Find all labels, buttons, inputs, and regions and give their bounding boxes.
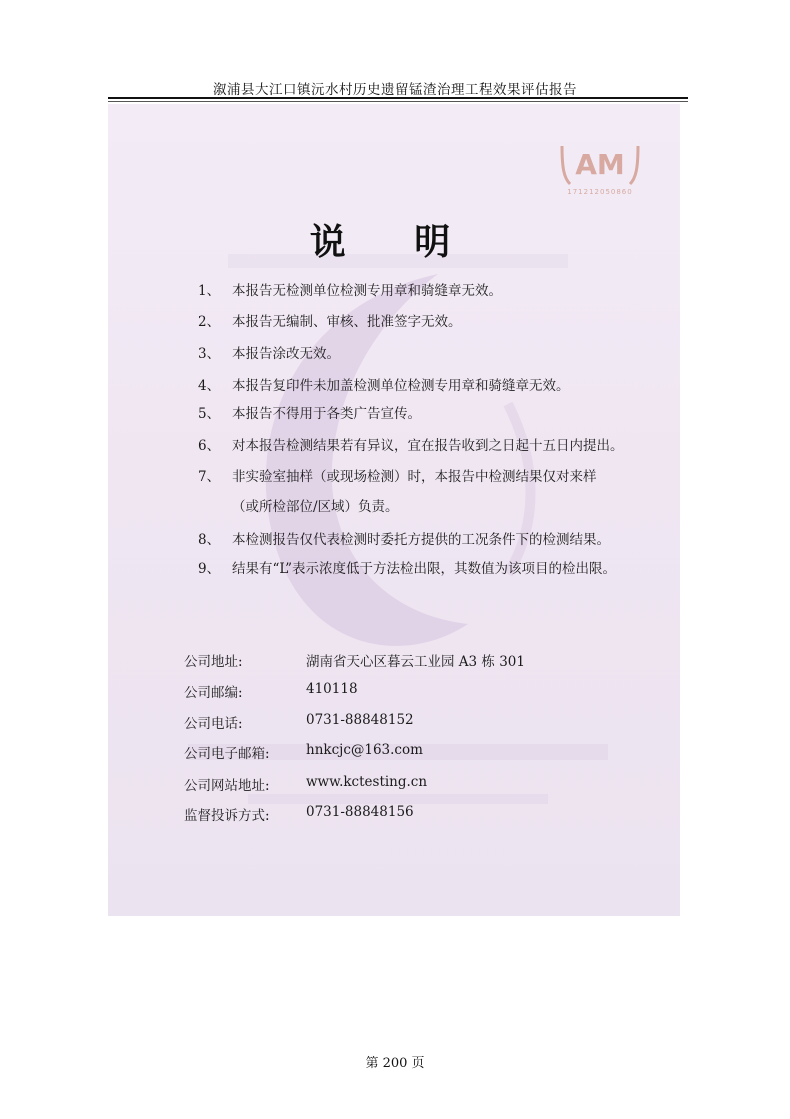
report-header-title: 溆浦县大江口镇沅水村历史遗留锰渣治理工程效果评估报告	[213, 82, 577, 98]
header-rule-thin	[108, 101, 688, 102]
contact-value: 0731-88848156	[306, 804, 414, 820]
notice-number: 8、	[198, 532, 221, 548]
notice-text-continuation: （或所检部位/区域）负责。	[232, 499, 399, 515]
cma-stamp	[556, 138, 644, 200]
contact-value: hnkcjc@163.com	[306, 742, 423, 758]
header-rule	[108, 97, 688, 99]
notice-text: 非实验室抽样（或现场检测）时，本报告中检测结果仅对来样	[232, 469, 597, 485]
notice-number: 3、	[198, 346, 221, 362]
notice-text: 结果有“L”表示浓度低于方法检出限，其数值为该项目的检出限。	[232, 561, 617, 577]
notice-number: 4、	[198, 378, 221, 394]
contact-value: www.kctesting.cn	[306, 774, 428, 790]
notice-number: 2、	[198, 314, 221, 330]
contact-value: 湖南省天心区暮云工业园 A3 栋 301	[306, 654, 525, 670]
page-title: 说 明	[309, 222, 479, 263]
notice-text: 本报告不得用于各类广告宣传。	[232, 406, 421, 422]
contact-label: 公司电话:	[184, 716, 243, 732]
contact-label: 公司地址:	[184, 654, 243, 670]
stamp-number: 171212050860	[567, 188, 633, 196]
notice-number: 6、	[198, 438, 221, 454]
notice-number: 7、	[198, 469, 221, 485]
stamp-text: AM	[575, 148, 625, 181]
notice-text: 本检测报告仅代表检测时委托方提供的工况条件下的检测结果。	[232, 532, 610, 548]
contact-label: 公司电子邮箱:	[184, 746, 270, 762]
notice-text: 本报告复印件未加盖检测单位检测专用章和骑缝章无效。	[232, 378, 570, 394]
notice-number: 5、	[198, 406, 221, 422]
notice-text: 本报告无编制、审核、批准签字无效。	[232, 314, 462, 330]
contact-value: 410118	[306, 681, 358, 697]
contact-label: 公司邮编:	[184, 685, 243, 701]
notice-text: 对本报告检测结果若有异议，宜在报告收到之日起十五日内提出。	[232, 438, 624, 454]
contact-value: 0731-88848152	[306, 712, 414, 728]
notice-number: 9、	[198, 561, 221, 577]
notice-text: 本报告无检测单位检测专用章和骑缝章无效。	[232, 283, 502, 299]
contact-label: 监督投诉方式:	[184, 808, 270, 824]
notice-number: 1、	[198, 283, 221, 299]
notice-text: 本报告涂改无效。	[232, 346, 340, 362]
scanned-page	[108, 104, 680, 916]
contact-label: 公司网站地址:	[184, 778, 270, 794]
page-number: 第 200 页	[365, 1056, 425, 1071]
